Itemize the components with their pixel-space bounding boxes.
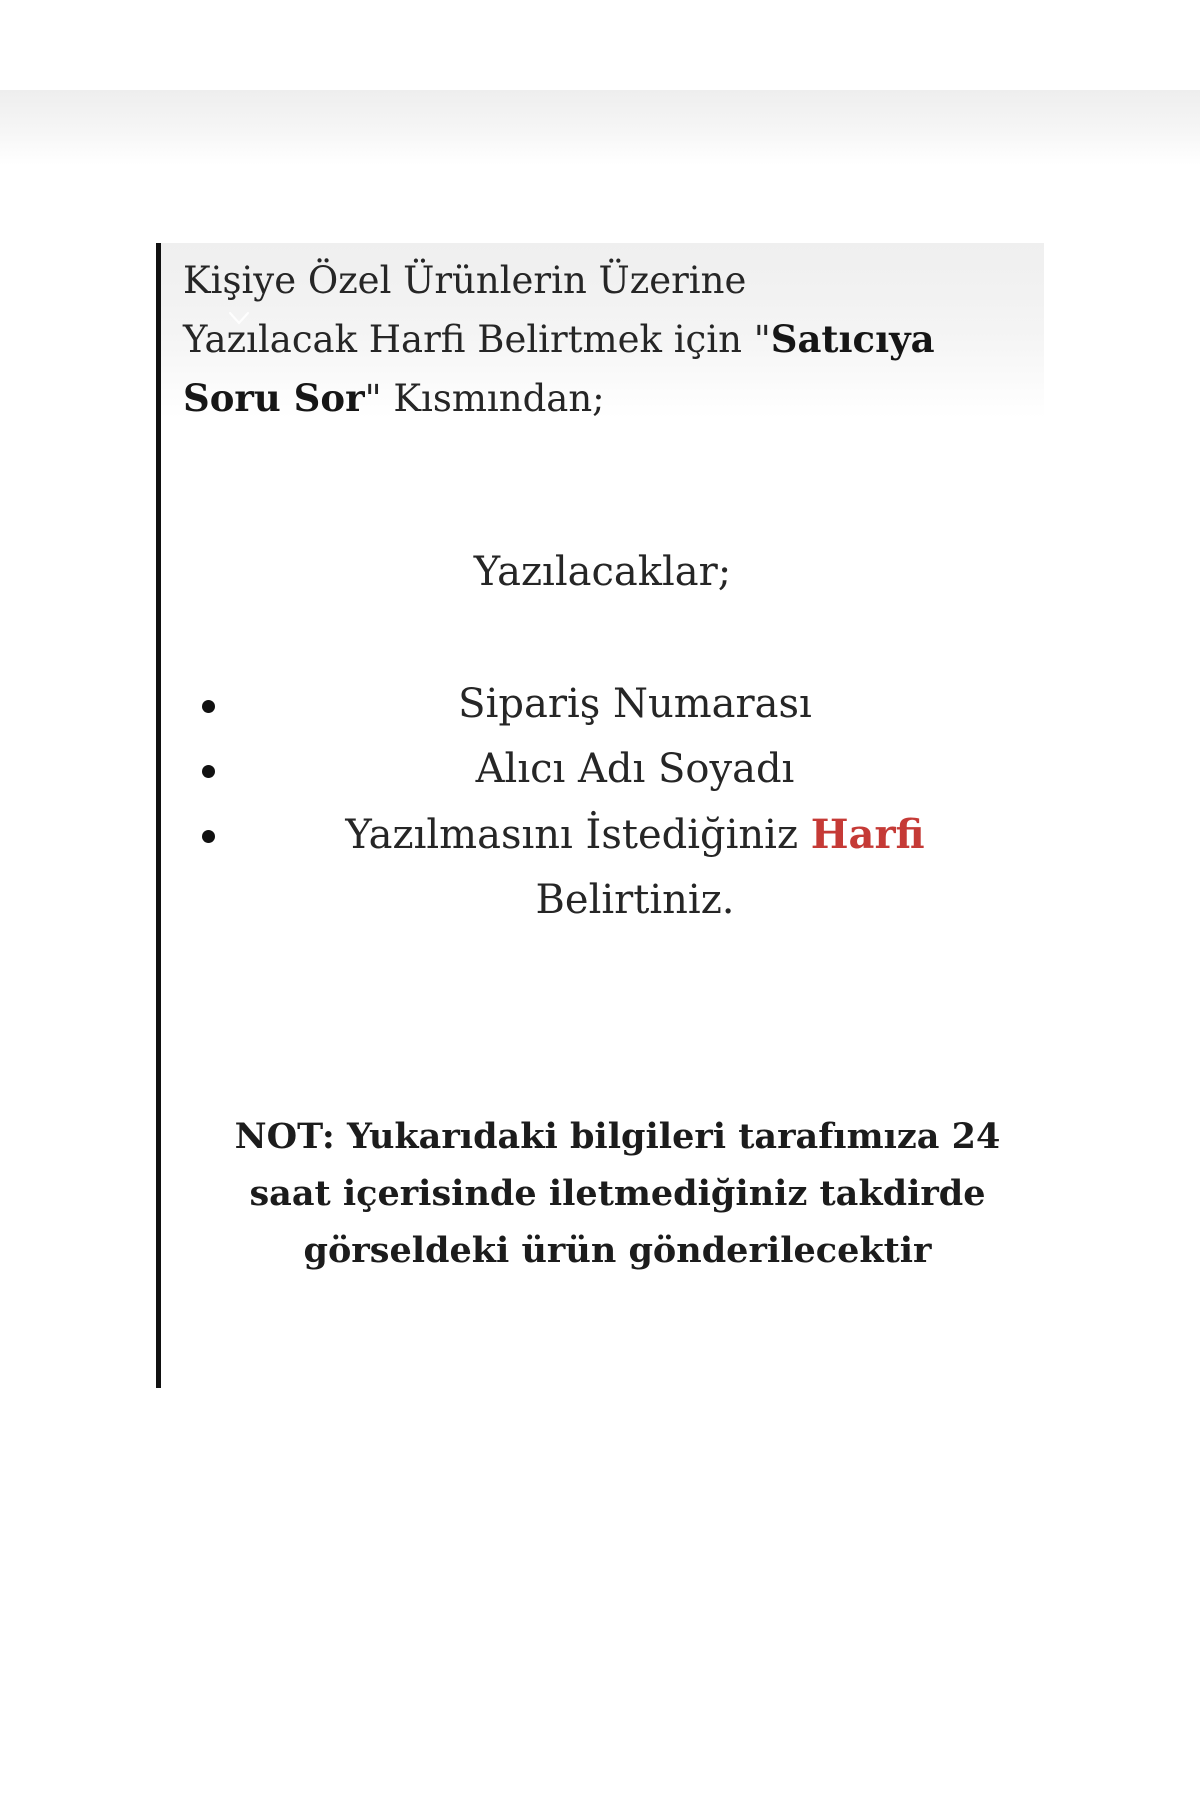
list-item: [190, 737, 1020, 802]
header-line-3-text: " Kısmından;: [364, 377, 605, 420]
note-line-1: NOT: Yukarıdaki bilgileri tarafımıza 24: [234, 1116, 1001, 1157]
bullet-icon: [202, 830, 215, 843]
requirements-list: [190, 672, 1020, 933]
card-header-text: [183, 252, 1023, 428]
highlight-word: Harfi: [810, 811, 925, 858]
bullet-icon: [202, 765, 215, 778]
header-line-2: [183, 310, 1023, 369]
list-item-text-continued: Belirtiniz.: [535, 877, 735, 923]
list-item: [190, 672, 1020, 737]
list-item-text: Alıcı Adı Soyadı: [475, 746, 795, 792]
note-line-3: görseldeki ürün gönderilecektir: [303, 1230, 932, 1271]
list-item-text: Sipariş Numarası: [458, 681, 812, 727]
header-line-1: Kişiye Özel Ürünlerin Üzerine: [183, 259, 747, 302]
header-line-2-text: Yazılacak Harfi Belirtmek için ": [183, 318, 771, 361]
header-line-3-bold: Soru Sor: [183, 376, 365, 420]
section-title: Yazılacaklar;: [473, 549, 732, 595]
header-line-3: [183, 369, 1023, 428]
note-text: [190, 1108, 1045, 1279]
list-item: [190, 802, 1020, 933]
close-icon[interactable]: [224, 305, 254, 335]
header-line-2-bold: Satıcıya: [770, 317, 935, 361]
bullet-icon: [202, 700, 215, 713]
note-line-2: saat içerisinde iletmediğiniz takdirde: [249, 1173, 986, 1214]
top-shadow-band: [0, 90, 1200, 165]
list-item-text: Yazılmasını İstediğiniz: [345, 812, 811, 858]
